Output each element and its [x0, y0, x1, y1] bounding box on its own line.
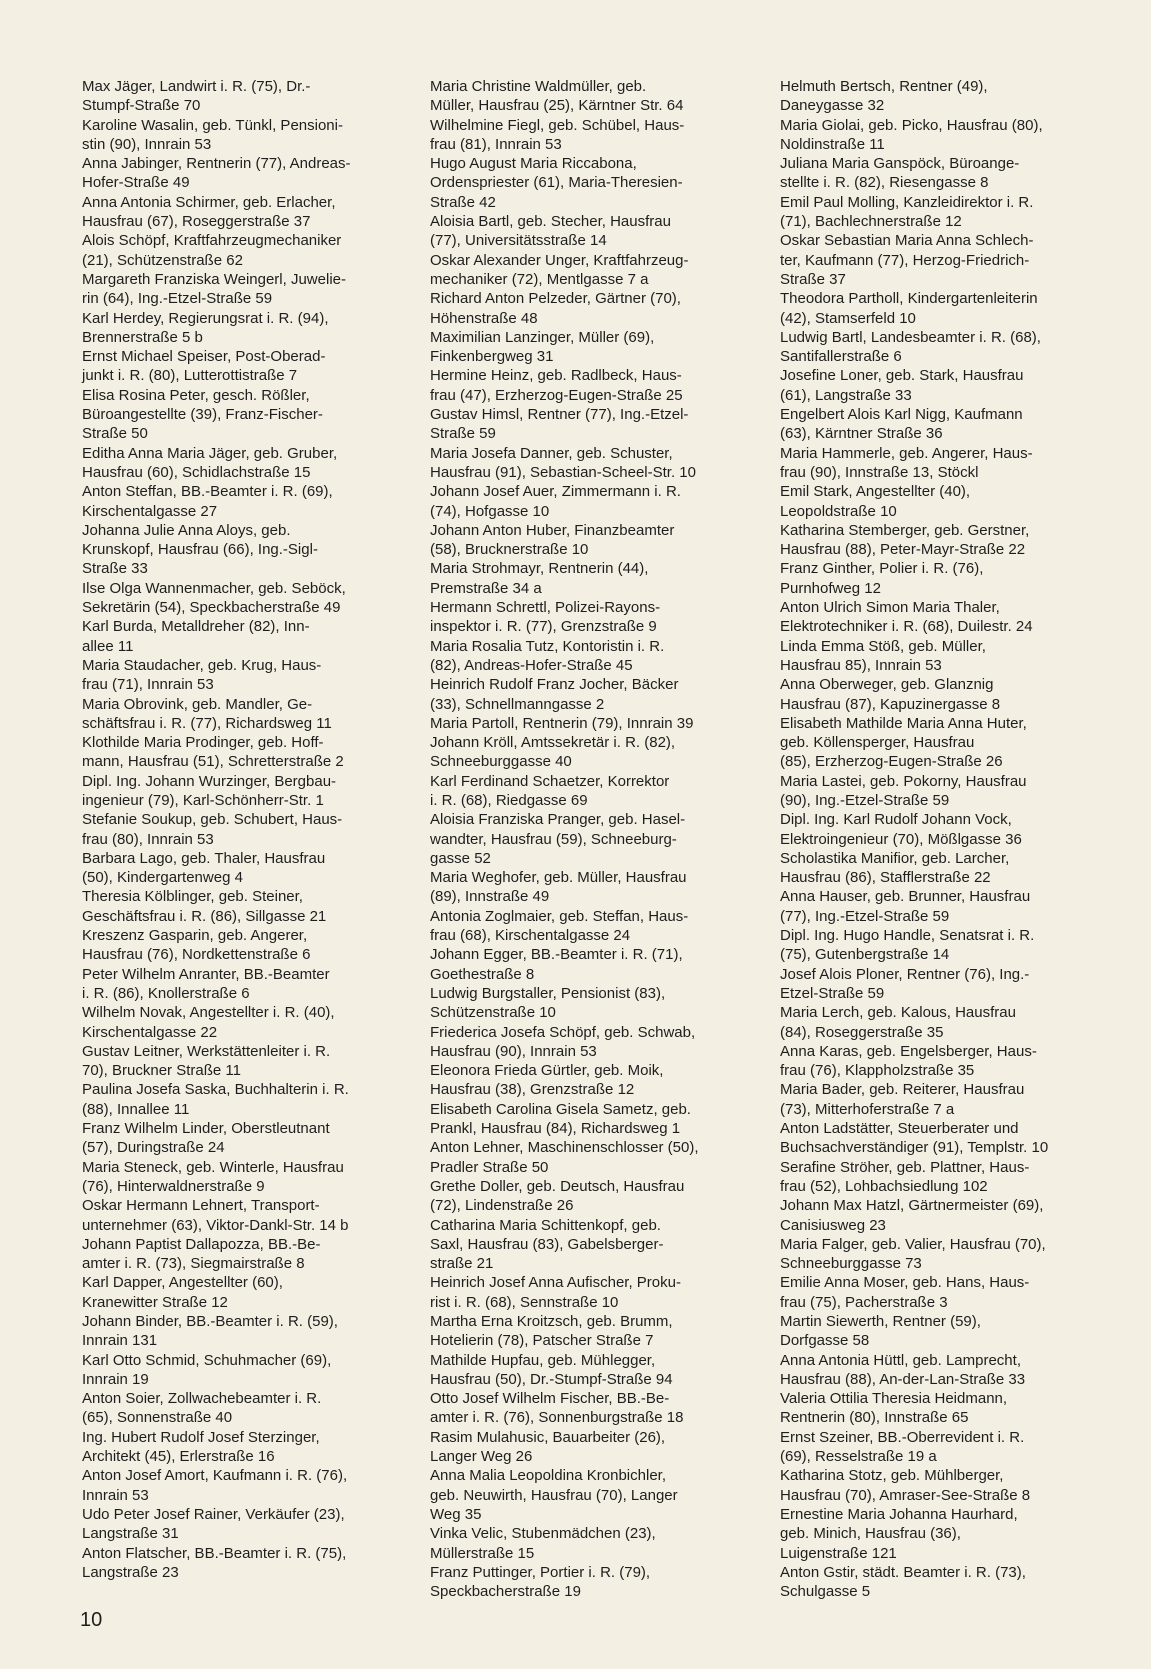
obituary-entry: Anna Antonia Hüttl, geb. Lamprecht, Hausfrau (88), An-der-Lan-Straße 33 — [780, 1351, 1026, 1388]
obituary-entry: Valeria Ottilia Theresia Heidmann, Rentnerin (80), Innstraße 65 — [780, 1390, 1008, 1427]
obituary-entry: Franz Puttinger, Portier i. R. (79), Speckbacherstraße 19 — [430, 1563, 651, 1601]
obituary-entry: Josefine Loner, geb. Stark, Hausfrau (61), Langstraße 33 — [780, 367, 1024, 404]
obituary-entry: Emil Stark, Angestellter (40), Leopoldstraße 10 — [780, 483, 971, 520]
obituary-entry: Paulina Josefa Saska, Buchhalterin i. R. (88), Innallee 11 — [82, 1081, 349, 1118]
obituary-entry: Heinrich Rudolf Franz Jocher, Bäcker (33), Schnellmanngasse 2 — [430, 676, 679, 713]
obituary-entry: Johann Max Hatzl, Gärtnermeister (69), Canisiusweg 23 — [780, 1197, 1044, 1234]
obituary-entry: Anton Lehner, Maschinenschlosser (50), Pradler Straße 50 — [430, 1139, 699, 1176]
obituary-entry: Karl Dapper, Angestellter (60), Kranewitter Straße 12 — [82, 1274, 283, 1311]
obituary-entry: Linda Emma Stöß, geb. Müller, Hausfrau 85), Innrain 53 — [780, 637, 986, 674]
obituary-entry: Anton Josef Amort, Kaufmann i. R. (76), Innrain 53 — [82, 1467, 348, 1504]
obituary-entry: Scholastika Manifior, geb. Larcher, Hausfrau (86), Stafflerstraße 22 — [780, 849, 1010, 887]
obituary-entry: Udo Peter Josef Rainer, Verkäufer (23), Langstraße 31 — [82, 1505, 345, 1543]
obituary-entry: Aloisia Franziska Pranger, geb. Hasel- wandter, Hausfrau (59), Schneeburg- gasse 52 — [430, 811, 686, 867]
obituary-entry: Dipl. Ing. Karl Rudolf Johann Vock, Elektroingenieur (70), Mößlgasse 36 — [780, 811, 1022, 848]
obituary-entry: Johanna Julie Anna Aloys, geb. Krunskopf, Hausfrau (66), Ing.-Sigl- Straße 33 — [82, 521, 318, 578]
obituary-entry: Ludwig Bartl, Landesbeamter i. R. (68), Santifallerstraße 6 — [780, 328, 1041, 366]
obituary-entry: Maria Strohmayr, Rentnerin (44), Premstraße 34 a — [430, 560, 649, 597]
obituary-entry: Ilse Olga Wannenmacher, geb. Seböck, Sekretärin (54), Speckbacherstraße 49 — [82, 579, 346, 617]
obituary-entry: Katharina Stotz, geb. Mühlberger, Hausfrau (70), Amraser-See-Straße 8 — [780, 1467, 1031, 1504]
obituary-entry: Ludwig Burgstaller, Pensionist (83), Schützenstraße 10 — [430, 984, 666, 1022]
obituary-entry: Peter Wilhelm Anranter, BB.-Beamter i. R. (86), Knollerstraße 6 — [82, 965, 330, 1002]
obituary-entry: Aloisia Bartl, geb. Stecher, Hausfrau (77), Universitätsstraße 14 — [430, 213, 671, 250]
obituary-entry: Anton Ladstätter, Steuerberater und Buchsachverständiger (91), Templstr. 10 — [780, 1120, 1049, 1157]
obituary-entry: Anna Karas, geb. Engelsberger, Haus- frau (76), Klappholzstraße 35 — [780, 1042, 1037, 1080]
obituary-entry: Maximilian Lanzinger, Müller (69), Finkenbergweg 31 — [430, 328, 655, 366]
obituary-entry: Elisa Rosina Peter, gesch. Rößler, Büroangestellte (39), Franz-Fischer- Straße 50 — [82, 386, 323, 443]
obituary-entry: Karl Ferdinand Schaetzer, Korrektor i. R. (68), Riedgasse 69 — [430, 772, 670, 809]
obituary-entry: Serafine Ströher, geb. Plattner, Haus- frau (52), Lohbachsiedlung 102 — [780, 1158, 1030, 1195]
obituary-entry: Maria Rosalia Tutz, Kontoristin i. R. (82), Andreas-Hofer-Straße 45 — [430, 637, 665, 674]
obituary-entry: Johann Paptist Dallapozza, BB.-Be- amter i. R. (73), Siegmairstraße 8 — [82, 1235, 321, 1273]
obituary-entry: Maria Josefa Danner, geb. Schuster, Hausfrau (91), Sebastian-Scheel-Str. 10 — [430, 444, 696, 481]
obituary-entry: Max Jäger, Landwirt i. R. (75), Dr.- Stumpf-Straße 70 — [82, 78, 311, 115]
obituary-entry: Maria Lastei, geb. Pokorny, Hausfrau (90), Ing.-Etzel-Straße 59 — [780, 772, 1027, 809]
obituary-entry: Dipl. Ing. Johann Wurzinger, Bergbau- ingenieur (79), Karl-Schönherr-Str. 1 — [82, 772, 337, 809]
obituary-entry: Katharina Stemberger, geb. Gerstner, Hausfrau (88), Peter-Mayr-Straße 22 — [780, 521, 1030, 559]
obituary-entry: Mathilde Hupfau, geb. Mühlegger, Hausfrau (50), Dr.-Stumpf-Straße 94 — [430, 1351, 673, 1388]
obituary-entry: Anna Malia Leopoldina Kronbichler, geb. Neuwirth, Hausfrau (70), Langer Weg 35 — [430, 1467, 678, 1523]
obituary-entry: Klothilde Maria Prodinger, geb. Hoff- mann, Hausfrau (51), Schretterstraße 2 — [82, 734, 344, 771]
obituary-entry: Friederica Josefa Schöpf, geb. Schwab, Hausfrau (90), Innrain 53 — [430, 1023, 696, 1060]
obituary-entry: Maria Steneck, geb. Winterle, Hausfrau (76), Hinterwaldnerstraße 9 — [82, 1158, 344, 1195]
obituary-entry: Catharina Maria Schittenkopf, geb. Saxl, Hausfrau (83), Gabelsberger- straße 21 — [430, 1216, 664, 1273]
obituary-entry: Maria Weghofer, geb. Müller, Hausfrau (89), Innstraße 49 — [430, 869, 687, 906]
obituary-entry: Helmuth Bertsch, Rentner (49), Daneygasse 32 — [780, 78, 988, 115]
obituary-entry: Maria Giolai, geb. Picko, Hausfrau (80), Noldinstraße 11 — [780, 116, 1043, 153]
obituary-entry: Johann Josef Auer, Zimmermann i. R. (74), Hofgasse 10 — [430, 483, 681, 520]
obituary-entry: Wilhelm Novak, Angestellter i. R. (40), Kirschentalgasse 22 — [82, 1004, 335, 1041]
obituary-entry: Barbara Lago, geb. Thaler, Hausfrau (50), Kindergartenweg 4 — [82, 849, 326, 887]
obituary-entry: Gustav Leitner, Werkstättenleiter i. R. 70), Bruckner Straße 11 — [82, 1042, 331, 1080]
obituary-entry: Karoline Wasalin, geb. Tünkl, Pensioni- stin (90), Innrain 53 — [82, 116, 343, 153]
obituary-entry: Richard Anton Pelzeder, Gärtner (70), Höhenstraße 48 — [430, 290, 681, 327]
obituary-entry: Karl Herdey, Regierungsrat i. R. (94), Brennerstraße 5 b — [82, 309, 329, 346]
obituary-entry: Grethe Doller, geb. Deutsch, Hausfrau (72), Lindenstraße 26 — [430, 1177, 685, 1215]
obituary-entry: Hermann Schrettl, Polizei-Rayons- inspektor i. R. (77), Grenzstraße 9 — [430, 599, 661, 636]
obituary-entry: Oskar Sebastian Maria Anna Schlech- ter, Kaufmann (77), Herzog-Friedrich- Straße 37 — [780, 232, 1034, 288]
obituary-entry: Anna Oberweger, geb. Glanznig Hausfrau (87), Kapuzinergasse 8 — [780, 676, 1001, 713]
obituary-entry: Elisabeth Mathilde Maria Anna Huter, geb. Köllensperger, Hausfrau (85), Erzherzog-Eugen-Straße 26 — [780, 714, 1027, 771]
column-2 — [430, 77, 748, 1601]
obituary-entry: Anna Jabinger, Rentnerin (77), Andreas- Hofer-Straße 49 — [82, 155, 351, 192]
obituary-entry: Anton Steffan, BB.-Beamter i. R. (69), Kirschentalgasse 27 — [82, 483, 333, 520]
obituary-entry: Stefanie Soukup, geb. Schubert, Haus- frau (80), Innrain 53 — [82, 811, 343, 848]
obituary-entry: Rasim Mulahusic, Bauarbeiter (26), Langer Weg 26 — [430, 1428, 666, 1466]
obituary-entry: Maria Staudacher, geb. Krug, Haus- frau (71), Innrain 53 — [82, 656, 322, 694]
obituary-entry: Anton Gstir, städt. Beamter i. R. (73), Schulgasse 5 — [780, 1563, 1026, 1601]
obituary-entry: Martha Erna Kroitzsch, geb. Brumm, Hotelierin (78), Patscher Straße 7 — [430, 1313, 673, 1350]
obituary-entry: Maria Hammerle, geb. Angerer, Haus- frau (90), Innstraße 13, Stöckl — [780, 444, 1033, 481]
obituary-entry: Emil Paul Molling, Kanzleidirektor i. R. (71), Bachlechnerstraße 12 — [780, 193, 1034, 231]
obituary-entry: Anton Ulrich Simon Maria Thaler, Elektrotechniker i. R. (68), Duilestr. 24 — [780, 599, 1033, 636]
obituary-entry: Maria Partoll, Rentnerin (79), Innrain 39 — [430, 714, 694, 732]
obituary-entry: Theresia Kölblinger, geb. Steiner, Geschäftsfrau i. R. (86), Sillgasse 21 — [82, 888, 327, 925]
obituary-entry: Margareth Franziska Weingerl, Juwelie- rin (64), Ing.-Etzel-Straße 59 — [82, 270, 346, 308]
page-number: 10 — [80, 1609, 103, 1631]
obituary-entry: Ernestine Maria Johanna Haurhard, geb. Minich, Hausfrau (36), Luigenstraße 121 — [780, 1505, 1018, 1562]
obituary-entry: Oskar Hermann Lehnert, Transport- unternehmer (63), Viktor-Dankl-Str. 14 b — [82, 1197, 349, 1234]
obituary-entry: Vinka Velic, Stubenmädchen (23), Müllerstraße 15 — [430, 1525, 656, 1562]
obituary-entry: Maria Falger, geb. Valier, Hausfrau (70), Schneeburggasse 73 — [780, 1235, 1046, 1273]
obituary-entry: Maria Christine Waldmüller, geb. Müller, Hausfrau (25), Kärntner Str. 64 — [430, 78, 684, 115]
obituary-entry: Alois Schöpf, Kraftfahrzeugmechaniker (21), Schützenstraße 62 — [82, 232, 342, 269]
obituary-entry: Maria Obrovink, geb. Mandler, Ge- schäftsfrau i. R. (77), Richardsweg 11 — [82, 695, 332, 732]
obituary-entry: Gustav Himsl, Rentner (77), Ing.-Etzel- Straße 59 — [430, 406, 689, 443]
obituary-entry: Ernst Michael Speiser, Post-Oberad- junkt i. R. (80), Lutterottistraße 7 — [82, 348, 326, 385]
obituary-entry: Wilhelmine Fiegl, geb. Schübel, Haus- frau (81), Innrain 53 — [430, 116, 685, 153]
obituary-entry: Anna Antonia Schirmer, geb. Erlacher, Hausfrau (67), Roseggerstraße 37 — [82, 193, 336, 231]
obituary-entry: Ing. Hubert Rudolf Josef Sterzinger, Architekt (45), Erlerstraße 16 — [82, 1428, 320, 1466]
obituary-entry: Eleonora Frieda Gürtler, geb. Moik, Hausfrau (38), Grenzstraße 12 — [430, 1062, 664, 1099]
obituary-entry: Oskar Alexander Unger, Kraftfahrzeug- mechaniker (72), Mentlgasse 7 a — [430, 251, 689, 288]
obituary-entry: Kreszenz Gasparin, geb. Angerer, Hausfrau (76), Nordkettenstraße 6 — [82, 927, 311, 964]
obituary-entry: Theodora Partholl, Kindergartenleiterin (42), Stamserfeld 10 — [780, 290, 1038, 327]
obituary-entry: Martin Siewerth, Rentner (59), Dorfgasse 58 — [780, 1313, 981, 1350]
obituary-entry: Hermine Heinz, geb. Radlbeck, Haus- frau (47), Erzherzog-Eugen-Straße 25 — [430, 367, 683, 404]
obituary-entry: Franz Wilhelm Linder, Oberstleutnant (57), Duringstraße 24 — [82, 1120, 330, 1157]
obituary-entry: Maria Bader, geb. Reiterer, Hausfrau (73), Mitterhoferstraße 7 a — [780, 1081, 1025, 1118]
obituary-entry: Karl Otto Schmid, Schuhmacher (69), Innrain 19 — [82, 1351, 332, 1388]
obituary-entry: Josef Alois Ploner, Rentner (76), Ing.- Etzel-Straße 59 — [780, 965, 1030, 1002]
column-3 — [780, 77, 1098, 1601]
obituary-entry: Franz Ginther, Polier i. R. (76), Purnhofweg 12 — [780, 560, 984, 597]
column-1 — [82, 77, 400, 1582]
obituary-entry: Johann Kröll, Amtssekretär i. R. (82), Schneeburggasse 40 — [430, 734, 676, 771]
obituary-entry: Johann Binder, BB.-Beamter i. R. (59), Innrain 131 — [82, 1313, 338, 1350]
obituary-entry: Editha Anna Maria Jäger, geb. Gruber, Hausfrau (60), Schidlachstraße 15 — [82, 444, 338, 481]
obituary-entry: Anna Hauser, geb. Brunner, Hausfrau (77), Ing.-Etzel-Straße 59 — [780, 888, 1031, 925]
obituary-entry: Ernst Szeiner, BB.-Oberrevident i. R. (69), Resselstraße 19 a — [780, 1428, 1025, 1466]
obituary-entry: Emilie Anna Moser, geb. Hans, Haus- frau (75), Pacherstraße 3 — [780, 1274, 1030, 1311]
obituary-entry: Otto Josef Wilhelm Fischer, BB.-Be- amter i. R. (76), Sonnenburgstraße 18 — [430, 1390, 684, 1427]
obituary-entry: Anton Soier, Zollwachebeamter i. R. (65), Sonnenstraße 40 — [82, 1390, 322, 1427]
obituary-entry: Elisabeth Carolina Gisela Sametz, geb. Prankl, Hausfrau (84), Richardsweg 1 — [430, 1100, 691, 1138]
obituary-entry: Hugo August Maria Riccabona, Ordenspriester (61), Maria-Theresien- Straße 42 — [430, 155, 683, 211]
obituary-entry: Antonia Zoglmaier, geb. Steffan, Haus- frau (68), Kirschentalgasse 24 — [430, 907, 689, 945]
obituary-entry: Johann Anton Huber, Finanzbeamter (58), Brucknerstraße 10 — [430, 521, 675, 559]
obituary-entry: Dipl. Ing. Hugo Handle, Senatsrat i. R. (75), Gutenbergstraße 14 — [780, 927, 1035, 964]
obituary-entry: Engelbert Alois Karl Nigg, Kaufmann (63), Kärntner Straße 36 — [780, 406, 1023, 443]
obituary-entry: Maria Lerch, geb. Kalous, Hausfrau (84), Roseggerstraße 35 — [780, 1004, 1016, 1041]
obituary-entry: Juliana Maria Ganspöck, Büroange- stellte i. R. (82), Riesengasse 8 — [780, 155, 1020, 192]
obituary-entry: Anton Flatscher, BB.-Beamter i. R. (75), Langstraße 23 — [82, 1544, 347, 1581]
obituary-entry: Johann Egger, BB.-Beamter i. R. (71), Goethestraße 8 — [430, 946, 683, 983]
obituary-entry: Karl Burda, Metalldreher (82), Inn- allee 11 — [82, 618, 310, 655]
obituary-entry: Heinrich Josef Anna Aufischer, Proku- rist i. R. (68), Sennstraße 10 — [430, 1274, 681, 1311]
